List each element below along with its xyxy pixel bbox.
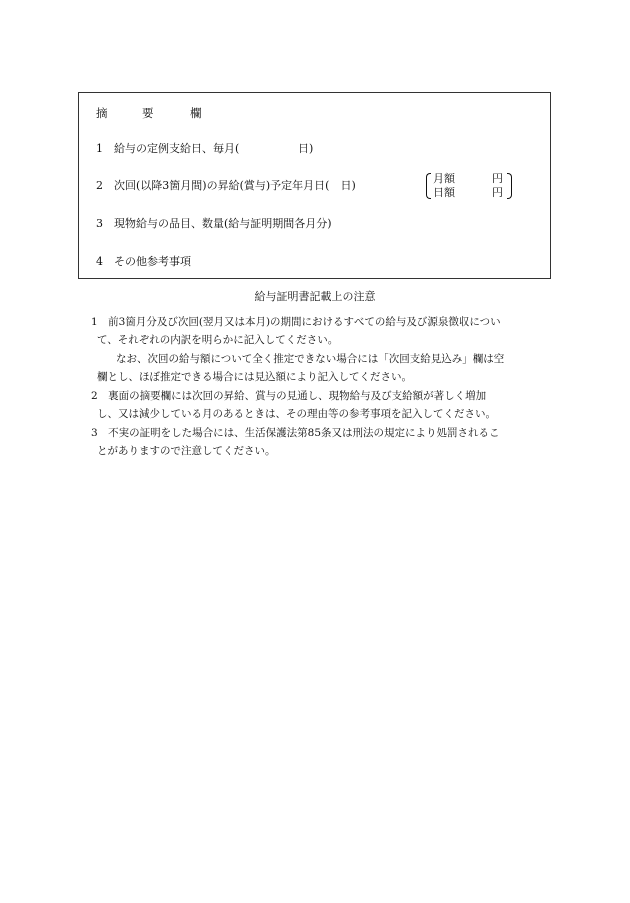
monthly-amount-label: 月額 xyxy=(433,172,455,185)
daily-amount-label: 日額 xyxy=(433,186,455,199)
item3-number: 3 xyxy=(96,217,103,230)
monthly-yen-label: 円 xyxy=(492,172,503,185)
item1-close: 日) xyxy=(298,142,314,155)
note-line: 3 不実の証明をした場合には、生活保護法第85条又は刑法の規定により処罰されるこ xyxy=(91,427,500,439)
item1-number: 1 xyxy=(96,142,103,155)
note-line: て、それぞれの内訳を明らかに記入してください。 xyxy=(97,334,339,346)
note-line: とがありますので注意してください。 xyxy=(97,445,276,457)
item4-text: その他参考事項 xyxy=(114,255,191,268)
note-line: 2 裏面の摘要欄には次回の昇給、賞与の見通し、現物給与及び支給額が著しく増加 xyxy=(91,390,487,402)
notes-heading: 給与証明書記載上の注意 xyxy=(254,290,376,303)
bracket-right xyxy=(507,173,512,199)
item3-text: 現物給与の品目、数量(給与証明期間各月分) xyxy=(114,217,332,230)
item1-text: 給与の定例支給日、毎月( xyxy=(114,142,240,155)
remarks-title-char-2: 要 xyxy=(142,106,154,120)
remarks-title-char-3: 欄 xyxy=(190,106,202,120)
item2-text: 次回(以降3箇月間)の昇給(賞与)予定年月日( 日) xyxy=(114,179,356,192)
item2-number: 2 xyxy=(96,179,103,192)
note-line: なお、次回の給与額について全く推定できない場合には「次回支給見込み」欄は空 xyxy=(116,353,505,365)
daily-yen-label: 円 xyxy=(492,186,503,199)
item4-number: 4 xyxy=(96,255,103,268)
note-line: 欄とし、ほぼ推定できる場合には見込額により記入してください。 xyxy=(97,371,412,383)
bracket-left xyxy=(426,173,431,199)
note-line: し、又は減少している月のあるときは、その理由等の参考事項を記入してください。 xyxy=(97,408,496,420)
remarks-title-char-1: 摘 xyxy=(96,106,108,120)
note-line: 1 前3箇月分及び次回(翌月又は本月)の期間におけるすべての給与及び源泉徴収につい xyxy=(91,316,501,328)
